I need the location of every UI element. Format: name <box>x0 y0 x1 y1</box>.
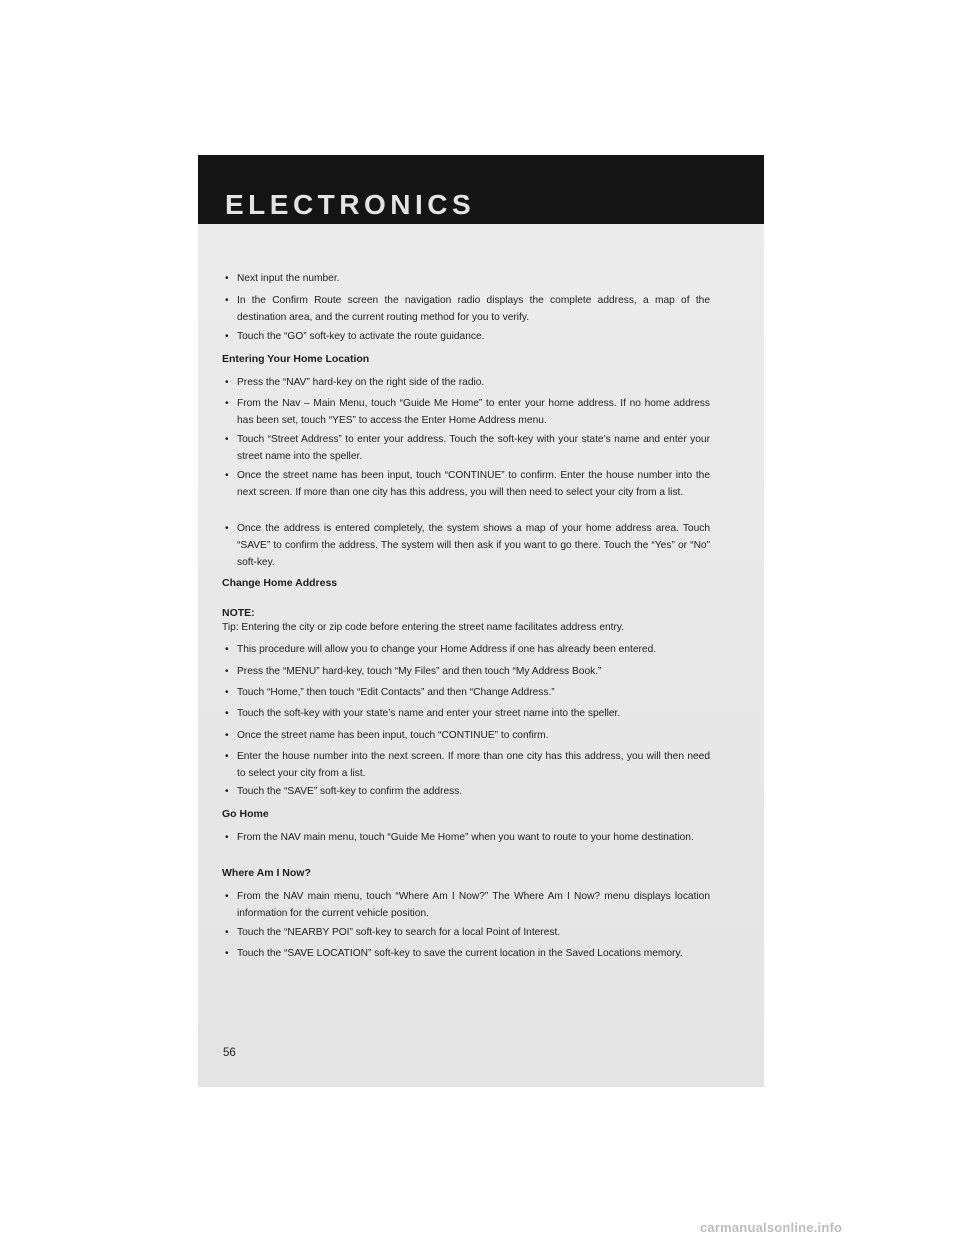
bullet-icon: • <box>225 786 229 797</box>
bullet-icon: • <box>225 377 229 388</box>
subsection-heading: Entering Your Home Location <box>222 353 370 365</box>
bullet-icon: • <box>225 273 229 284</box>
bullet-icon: • <box>225 644 229 655</box>
bullet-icon: • <box>225 891 229 902</box>
manual-page: ELECTRONICS • Next input the number. • In the Confirm Route screen the navigation radio displays the complete address, a map of the destination area, and the current routing method for you to verify. • Touch the “GO” soft-key to activate the route guidance. Entering Your Home Location • Press the “NAV” hard-key on the right side of the radio. • From the Nav – Main Menu, touch “Guide Me Home” to enter your home address. If no home address has been set, touch “YES” to access the Enter Home Address menu. • Touch “Street Address” to enter your address. Touch the soft-key with your state’s name and enter your street name into the speller. • Once the street name has been input, touch “CONTINUE” to confirm. Enter the house number into the next screen. If more than one city has this address, you will then need to select your city from a list. • Once the address is entered completely, the system shows a map of your home address area. Touch “SAVE” to confirm the address. The system will then ask if you want to go there. Touch the “Yes” or “No” soft-key. Change Home Address NOTE: Tip: Entering the city or zip code before entering the street name facilitates address entry. • This procedure will allow you to change your Home Address if one has already been entered. • Press the “MENU” hard-key, touch “My Files” and then touch “My Address Book.” • Touch “Home,” then touch “Edit Contacts” and then “Change Address.” • Touch the soft-key with your state’s name and enter your street name into the speller. • Once the street name has been input, touch “CONTINUE” to confirm. • Enter the house number into the next screen. If more than one city has this address, you will then need to select your city from a list. • Touch the “SAVE” soft-key to confirm the address. Go Home • From the NAV main menu, touch “Guide Me Home” when you want to route to your home destination. Where Am I Now? • From the NAV main menu, touch “Where Am I Now?” The Where Am I Now? menu displays location information for the current vehicle position. • Touch the “NEARBY POI” soft-key to search for a local Point of Interest. • Touch the “SAVE LOCATION” soft-key to save the current location in the Saved Locations memory. 56 <box>198 155 764 1087</box>
bullet-icon: • <box>225 434 229 445</box>
bullet-icon: • <box>225 948 229 959</box>
note-label: NOTE: <box>222 607 255 619</box>
section-header-bar <box>198 155 764 224</box>
bullet-icon: • <box>225 295 229 306</box>
subsection-heading: Change Home Address <box>222 577 338 589</box>
bullet-icon: • <box>225 832 229 843</box>
bullet-icon: • <box>225 708 229 719</box>
bullet-icon: • <box>225 751 229 762</box>
watermark: carmanualsonline.info <box>700 1220 843 1235</box>
bullet-icon: • <box>225 398 229 409</box>
bullet-icon: • <box>225 470 229 481</box>
bullet-icon: • <box>225 331 229 342</box>
bullet-icon: • <box>225 730 229 741</box>
bullet-icon: • <box>225 523 229 534</box>
note-text: Tip: Entering the city or zip code before entering the street name facilitates address entry. <box>222 622 625 633</box>
bullet-icon: • <box>225 927 229 938</box>
page-number: 56 <box>223 1047 236 1059</box>
section-title: ELECTRONICS <box>225 189 476 220</box>
subsection-heading: Go Home <box>222 808 269 820</box>
subsection-heading: Where Am I Now? <box>222 867 311 879</box>
bullet-icon: • <box>225 666 229 677</box>
bullet-icon: • <box>225 687 229 698</box>
